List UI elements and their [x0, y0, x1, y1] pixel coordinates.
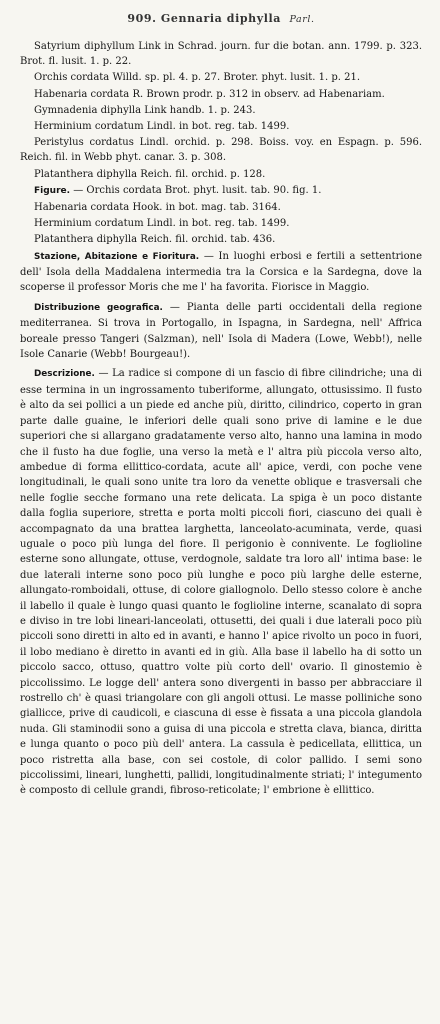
section-body: — Pianta delle parti occidentali della regione mediterranea. Si trova in Portogallo, in Ispagna, in Sardegna, nell' Affrica boreale presso Tangeri (Salzman), nell' Isola di Madera (Lowe, Webb!), nelle Isole Canarie (Webb! Bourgeau!).: [20, 301, 422, 361]
figure-reference: — Orchis cordata Brot. phyt. lusit. tab. 90. fig. 1.: [73, 184, 322, 196]
synonym-entry: Platanthera diphylla Reich. fil. orchid. p. 128.: [34, 168, 266, 180]
section-heading: Descrizione.: [34, 369, 95, 380]
figures-label: Figure.: [34, 185, 71, 196]
synonym-list: [20, 39, 422, 248]
section-heading: Stazione, Abitazione e Fioritura.: [34, 251, 200, 262]
section-stazione: [20, 249, 422, 296]
synonym-entry: Satyrium diphyllum Link in Schrad. journ. fur die botan. ann. 1799. p. 323. Brot. fl. lusit. 1. p. 22.: [20, 41, 422, 68]
synonym-entry: Herminium cordatum Lindl. in bot. reg. tab. 1499.: [34, 121, 290, 133]
synonym-entry: Habenaria cordata R. Brown prodr. p. 312 in observ. ad Habenariam.: [34, 88, 385, 100]
section-descrizione: [20, 366, 422, 798]
synonym-entry: Orchis cordata Willd. sp. pl. 4. p. 27. Broter. phyt. lusit. 1. p. 21.: [34, 72, 361, 84]
section-body: — La radice si compone di un fascio di fibre cilindriche; una di esse termina in un ingrossamento tuberiforme, allungato, ottusissimo. Il fusto è alto da sei pollici a un piede ed anche più, diritto, cilindrico, coperto in gran parte dalle guaine, le inferiori delle quali sono prive di lamine e le due superiori che si allargano gradatamente verso alto, hanno una lamina in modo che il fusto ha due foglie, una verso la metà e l' altra più piccola verso alto, ambedue di forma ellittico-cordata, acute all' apice, verdi, con poche vene longitudinali, le quali sono unite tra loro da venette oblique e trasversali che nelle foglie secche formano una rete delicata. La spiga è un poco distante dalla foglia superiore, stretta e porta molti piccoli fiori, ciascuno dei quali è accompagnato da una brattea larghetta, lanceolato-acuminata, verde, quasi uguale o poco più lunga del fiore. Il perigonio è connivente. Le foglioline esterne sono allungate, ottuse, verdognole, saldate tra loro all' intima base: le due laterali interne sono poco più lunghe e poco più larghe delle esterne, allungato-romboidali, ottuse, di colore giallognolo. Dello stesso colore è anche il labello il quale è lungo quasi quanto le foglioline interne, scanalato di sopra e diviso in tre lobi lineari-lanceolati, ottusetti, dei quali i due laterali poco più piccoli sono diretti in alto ed in avanti, e hanno l' apice rivolto un poco in fuori, il lobo mediano è diretto in avanti ed in giù. Alla base il labello ha di sotto un piccolo sacco, ottuso, quattro volte più corto dell' ovario. Il ginostemio è piccolissimo. Le logge dell' antera sono divergenti in basso per abbracciare il rostrello ch' è quasi triangolare con gli angoli ottusi. Le masse polliniche sono giallicce, prive di caudicoli, e ciascuna di esse è fissata a una piccola glandola nuda. Gli staminodii sono a guisa di una piccola e stretta clava, bianca, diritta e lunga quanto o poco più dell' antera. La cassula è pedicellata, ellittica, un poco ristretta alla base, con sei costole, di color pallido. I semi sono piccolissimi, lineari, lunghetti, pallidi, longitudinalmente striati; l' integumento è composto di cellule grandi, fibroso-reticolate; l' embrione è ellittico.: [20, 368, 422, 797]
description-sections: [20, 249, 422, 799]
figure-reference: Platanthera diphylla Reich. fil. orchid. tab. 436.: [34, 234, 276, 246]
figure-reference: Herminium cordatum Lindl. in bot. reg. tab. 1499.: [34, 218, 290, 230]
author-abbrev: Parl.: [289, 14, 315, 25]
synonym-entry: Gymnadenia diphylla Link handb. 1. p. 243.: [34, 104, 256, 116]
figure-reference: Habenaria cordata Hook. in bot. mag. tab. 3164.: [34, 202, 281, 214]
figures-entry: [20, 183, 422, 199]
page-header: [20, 12, 422, 25]
section-distribuzione: [20, 300, 422, 363]
synonym-entry: Peristylus cordatus Lindl. orchid. p. 298. Boiss. voy. en Espagn. p. 596. Reich. fil. in Webb phyt. canar. 3. p. 308.: [20, 137, 422, 164]
species-title: 909. Gennaria diphylla: [127, 12, 282, 25]
section-heading: Distribuzione geografica.: [34, 302, 163, 313]
section-body: — In luoghi erbosi e fertili a settentrione dell' Isola della Maddalena intermedia tra la Corsica e la Sardegna, dove la scoperse il professor Moris che me l' ha favorita. Fiorisce in Maggio.: [20, 250, 422, 294]
